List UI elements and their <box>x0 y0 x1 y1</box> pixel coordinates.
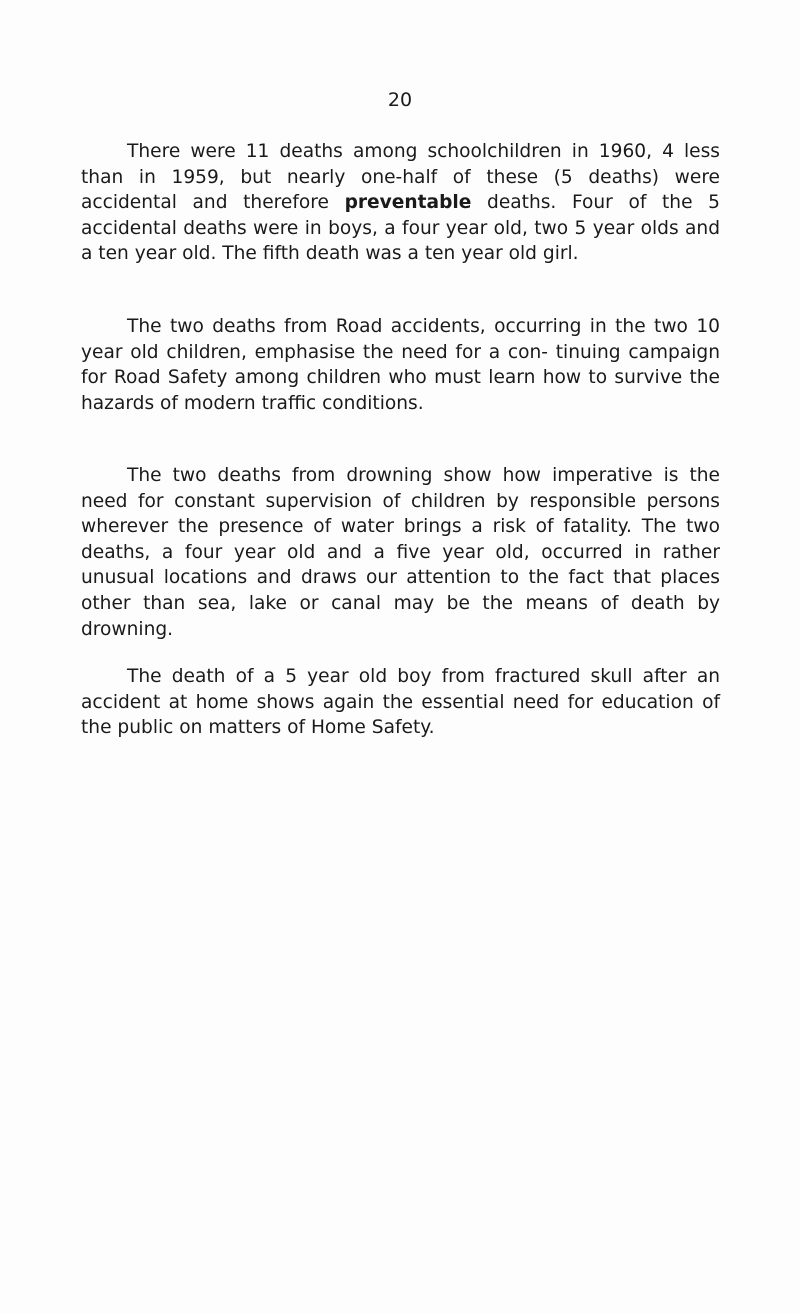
paragraph-text: There were 11 deaths among schoolchildren in 1960, 4 less than in 1959, but nearly one-half of these (5 deaths) were accidental and therefore <box>81 141 720 214</box>
paragraph-text: The two deaths from Road accidents, occurring in the two 10 year old children, emphasise the need for a con- tinuing campaign for Road Safety among children who must learn how to survive the hazards of modern traffic conditions. <box>81 316 720 414</box>
paragraph-text: deaths. Four of the 5 accidental deaths were in boys, a four year old, two 5 year olds and a ten year old. The fifth death was a ten year old girl. <box>81 192 720 265</box>
paragraph-home-safety <box>81 664 720 741</box>
paragraph-road-accidents <box>81 314 720 416</box>
page-number: 20 <box>387 89 413 111</box>
emphasis-text: preventable <box>344 192 472 214</box>
paragraph-schoolchildren-deaths <box>81 139 720 267</box>
paragraph-text: The death of a 5 year old boy from fractured skull after an accident at home shows again the essential need for education of the public on matters of Home Safety. <box>81 666 720 739</box>
paragraph-text: The two deaths from drowning show how imperative is the need for constant supervision of children by responsible persons wherever the presence of water brings a risk of fatality. The two deaths, a four year old and a five year old, occurred in rather unusual locations and draws our attention to the fact that places other than sea, lake or canal may be the means of death by drowning. <box>81 465 720 640</box>
paragraph-drowning <box>81 463 720 642</box>
